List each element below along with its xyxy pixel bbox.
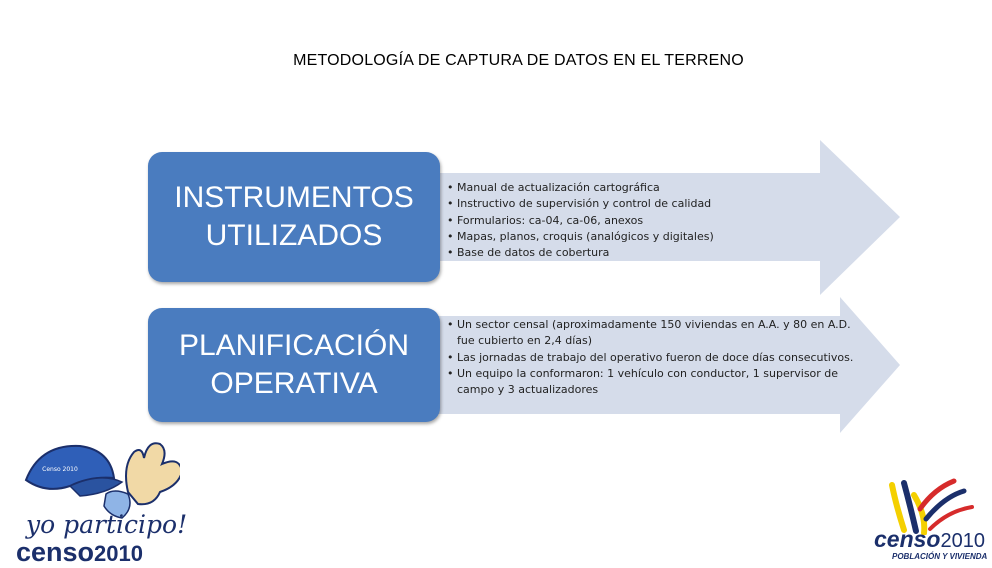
list-item: • Base de datos de cobertura <box>446 245 746 261</box>
list-item: • Un equipo la conformaron: 1 vehículo con conductor, 1 supervisor de campo y 3 actualizadores <box>446 366 856 399</box>
censo-year: 2010 <box>940 530 985 552</box>
heading-planificacion-line1: PLANIFICACIÓN <box>178 329 410 362</box>
censo-brand-right <box>874 527 985 555</box>
heading-box-planificacion <box>148 308 440 422</box>
list-item: • Instructivo de supervisión y control de calidad <box>446 196 746 212</box>
list-item: • Manual de actualización cartográfica <box>446 180 746 196</box>
censo-brand-left <box>16 538 143 568</box>
planificacion-bullet-list <box>446 317 856 398</box>
page-title: METODOLOGÍA DE CAPTURA DE DATOS EN EL TERRENO <box>293 52 744 69</box>
list-item: • Las jornadas de trabajo del operativo fueron de doce días consecutivos. <box>446 350 856 366</box>
yo-participo-logo <box>10 432 188 567</box>
censo-year: 2010 <box>94 541 143 566</box>
heading-planificacion-line2: OPERATIVA <box>210 367 378 400</box>
list-item: • Mapas, planos, croquis (analógicos y digitales) <box>446 229 746 245</box>
poblacion-vivienda-tagline: POBLACIÓN Y VIVIENDA <box>892 552 988 561</box>
list-item: • Formularios: ca-04, ca-06, anexos <box>446 213 746 229</box>
censo-2010-logo <box>870 475 990 567</box>
heading-instrumentos-line2: UTILIZADOS <box>205 219 383 252</box>
cap-label: Censo 2010 <box>42 466 78 473</box>
yo-participo-slogan: yo participo! <box>26 510 188 539</box>
list-item: • Un sector censal (aproximadamente 150 viviendas en A.A. y 80 en A.D. fue cubierto en 2,4 días) <box>446 317 856 350</box>
censo-wordmark: censo <box>874 526 941 552</box>
heading-instrumentos-line1: INSTRUMENTOS <box>174 181 414 214</box>
heading-box-instrumentos <box>148 152 440 282</box>
censo-wordmark: censo <box>16 537 95 567</box>
instrumentos-bullet-list <box>446 180 746 261</box>
